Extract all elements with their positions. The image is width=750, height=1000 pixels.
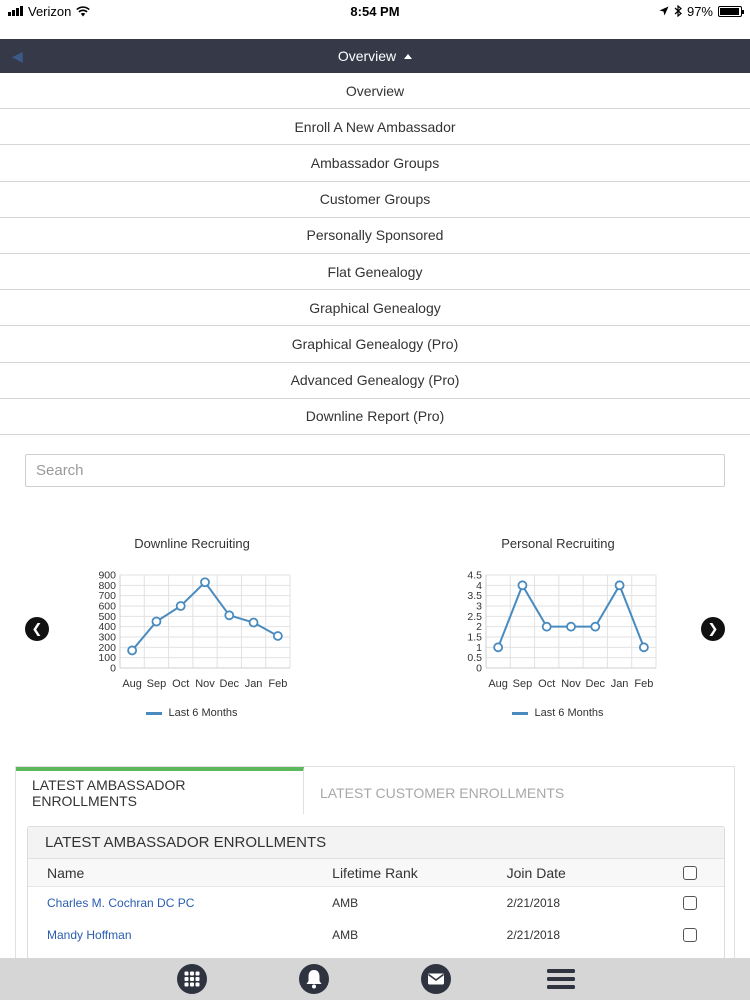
chart-legend: [72, 707, 312, 719]
menu-item-graphical-genealogy[interactable]: Graphical Genealogy: [0, 290, 750, 326]
status-bar: [0, 0, 750, 22]
menu-icon[interactable]: [545, 963, 577, 995]
carrier-label: Verizon: [28, 3, 72, 19]
overview-dropdown-toggle[interactable]: [338, 48, 412, 64]
menu-item-overview[interactable]: Overview: [0, 73, 750, 109]
row-checkbox[interactable]: [683, 896, 697, 910]
y-tick-label: 3: [476, 600, 482, 613]
battery-fill: [720, 8, 739, 15]
y-tick-label: 2.5: [467, 610, 482, 623]
y-tick-label: 2: [476, 621, 482, 634]
enrollments-panel: [15, 814, 735, 974]
downline-recruiting-chart: [72, 530, 312, 730]
x-tick-label: Jan: [610, 678, 629, 690]
enrollment-tabs: [15, 766, 735, 814]
x-tick-label: Dec: [219, 678, 240, 690]
x-tick-label: Sep: [146, 678, 167, 690]
data-point: [152, 618, 160, 626]
y-tick-label: 4: [476, 579, 482, 592]
y-tick-label: 600: [98, 600, 116, 613]
data-point: [128, 646, 136, 654]
y-tick-label: 200: [98, 641, 116, 654]
tab-latest-ambassador-enrollments[interactable]: LATEST AMBASSADOR ENROLLMENTS: [16, 767, 304, 815]
legend-swatch: [146, 712, 162, 715]
row-checkbox[interactable]: [683, 928, 697, 942]
y-tick-label: 0: [476, 662, 482, 675]
chart-title: Downline Recruiting: [134, 536, 250, 551]
x-tick-label: Nov: [195, 678, 215, 690]
data-point: [640, 643, 648, 651]
data-point: [177, 602, 185, 610]
x-tick-label: Nov: [561, 678, 581, 690]
clock: 8:54 PM: [350, 3, 400, 19]
enrollee-join-date: 2/21/2018: [506, 896, 561, 910]
bottom-toolbar: [0, 958, 750, 1000]
data-point: [201, 578, 209, 586]
battery-icon: [718, 6, 742, 17]
menu-item-graphical-genealogy-pro[interactable]: Graphical Genealogy (Pro): [0, 326, 750, 362]
y-tick-label: 0.5: [467, 652, 482, 665]
tab-latest-customer-enrollments[interactable]: LATEST CUSTOMER ENROLLMENTS: [320, 785, 565, 801]
x-tick-label: Jan: [244, 678, 263, 690]
menu-item-ambassador-groups[interactable]: Ambassador Groups: [0, 145, 750, 181]
menu-item-personally-sponsored[interactable]: Personally Sponsored: [0, 218, 750, 254]
y-tick-label: 4.5: [467, 569, 482, 582]
data-point: [274, 632, 282, 640]
data-point: [494, 643, 502, 651]
battery-percent: 97%: [686, 3, 713, 19]
x-tick-label: Dec: [585, 678, 606, 690]
enrollments-table: [28, 859, 724, 951]
chart-legend: [438, 707, 678, 719]
y-tick-label: 400: [98, 621, 116, 634]
chart-title: Personal Recruiting: [501, 536, 615, 551]
x-tick-label: Aug: [488, 678, 508, 690]
page-title: Overview: [337, 48, 397, 64]
wifi-icon: [76, 6, 90, 17]
search-input[interactable]: [25, 454, 725, 487]
legend-swatch: [512, 712, 528, 715]
data-point: [591, 623, 599, 631]
downline-recruiting-plot: [72, 530, 312, 705]
panel-heading: LATEST AMBASSADOR ENROLLMENTS: [28, 827, 724, 859]
y-tick-label: 300: [98, 631, 116, 644]
carousel-prev-button[interactable]: ❮: [25, 617, 49, 641]
overview-menu: [0, 73, 750, 435]
legend-label: Last 6 Months: [534, 707, 604, 719]
x-tick-label: Oct: [538, 678, 556, 690]
data-point: [250, 619, 258, 627]
data-point: [225, 611, 233, 619]
menu-item-customer-groups[interactable]: Customer Groups: [0, 182, 750, 218]
x-tick-label: Aug: [122, 678, 142, 690]
enrollments-table-box: [27, 826, 725, 976]
grid-icon[interactable]: [176, 963, 208, 995]
y-tick-label: 700: [98, 590, 116, 603]
enrollee-name-link[interactable]: Charles M. Cochran DC PC: [47, 896, 195, 910]
menu-item-enroll-ambassador[interactable]: Enroll A New Ambassador: [0, 109, 750, 145]
x-tick-label: Feb: [634, 678, 654, 690]
column-header-select: [656, 866, 724, 880]
back-icon[interactable]: ◀: [12, 48, 23, 64]
enrollee-rank: AMB: [332, 928, 359, 942]
y-tick-label: 1: [476, 641, 482, 654]
nav-header: [0, 39, 750, 73]
bluetooth-icon: [674, 5, 682, 17]
column-header-date: Join Date: [506, 864, 566, 881]
menu-item-advanced-genealogy-pro[interactable]: Advanced Genealogy (Pro): [0, 363, 750, 399]
enrollee-join-date: 2/21/2018: [506, 928, 561, 942]
y-tick-label: 1.5: [467, 631, 482, 644]
y-tick-label: 800: [98, 579, 116, 592]
column-header-rank: Lifetime Rank: [332, 864, 418, 881]
location-arrow-icon: [659, 6, 669, 16]
x-tick-label: Feb: [268, 678, 288, 690]
personal-recruiting-plot: [438, 530, 678, 705]
y-tick-label: 900: [98, 569, 116, 582]
enrollee-rank: AMB: [332, 896, 359, 910]
signal-icon: [8, 6, 23, 16]
table-row: [28, 919, 724, 951]
personal-recruiting-chart: [438, 530, 678, 730]
select-all-checkbox[interactable]: [683, 866, 697, 880]
column-header-name: Name: [47, 864, 85, 881]
status-right: [659, 4, 742, 19]
y-tick-label: 500: [98, 610, 116, 623]
y-tick-label: 3.5: [467, 590, 482, 603]
data-point: [616, 581, 624, 589]
x-tick-label: Sep: [512, 678, 533, 690]
caret-up-icon: [404, 54, 412, 59]
bell-icon[interactable]: [298, 963, 330, 995]
y-tick-label: 0: [110, 662, 116, 675]
data-point: [567, 623, 575, 631]
y-tick-label: 100: [98, 652, 116, 665]
enrollee-name-link[interactable]: Mandy Hoffman: [47, 928, 132, 942]
legend-label: Last 6 Months: [168, 707, 238, 719]
carousel-next-button[interactable]: ❯: [701, 617, 725, 641]
status-left: [8, 4, 90, 19]
x-tick-label: Oct: [172, 678, 190, 690]
menu-item-flat-genealogy[interactable]: Flat Genealogy: [0, 254, 750, 290]
menu-item-downline-report-pro[interactable]: Downline Report (Pro): [0, 399, 750, 435]
data-point: [543, 623, 551, 631]
mail-icon[interactable]: [420, 963, 452, 995]
table-row: [28, 887, 724, 919]
table-header-row: [28, 859, 724, 887]
data-point: [518, 581, 526, 589]
